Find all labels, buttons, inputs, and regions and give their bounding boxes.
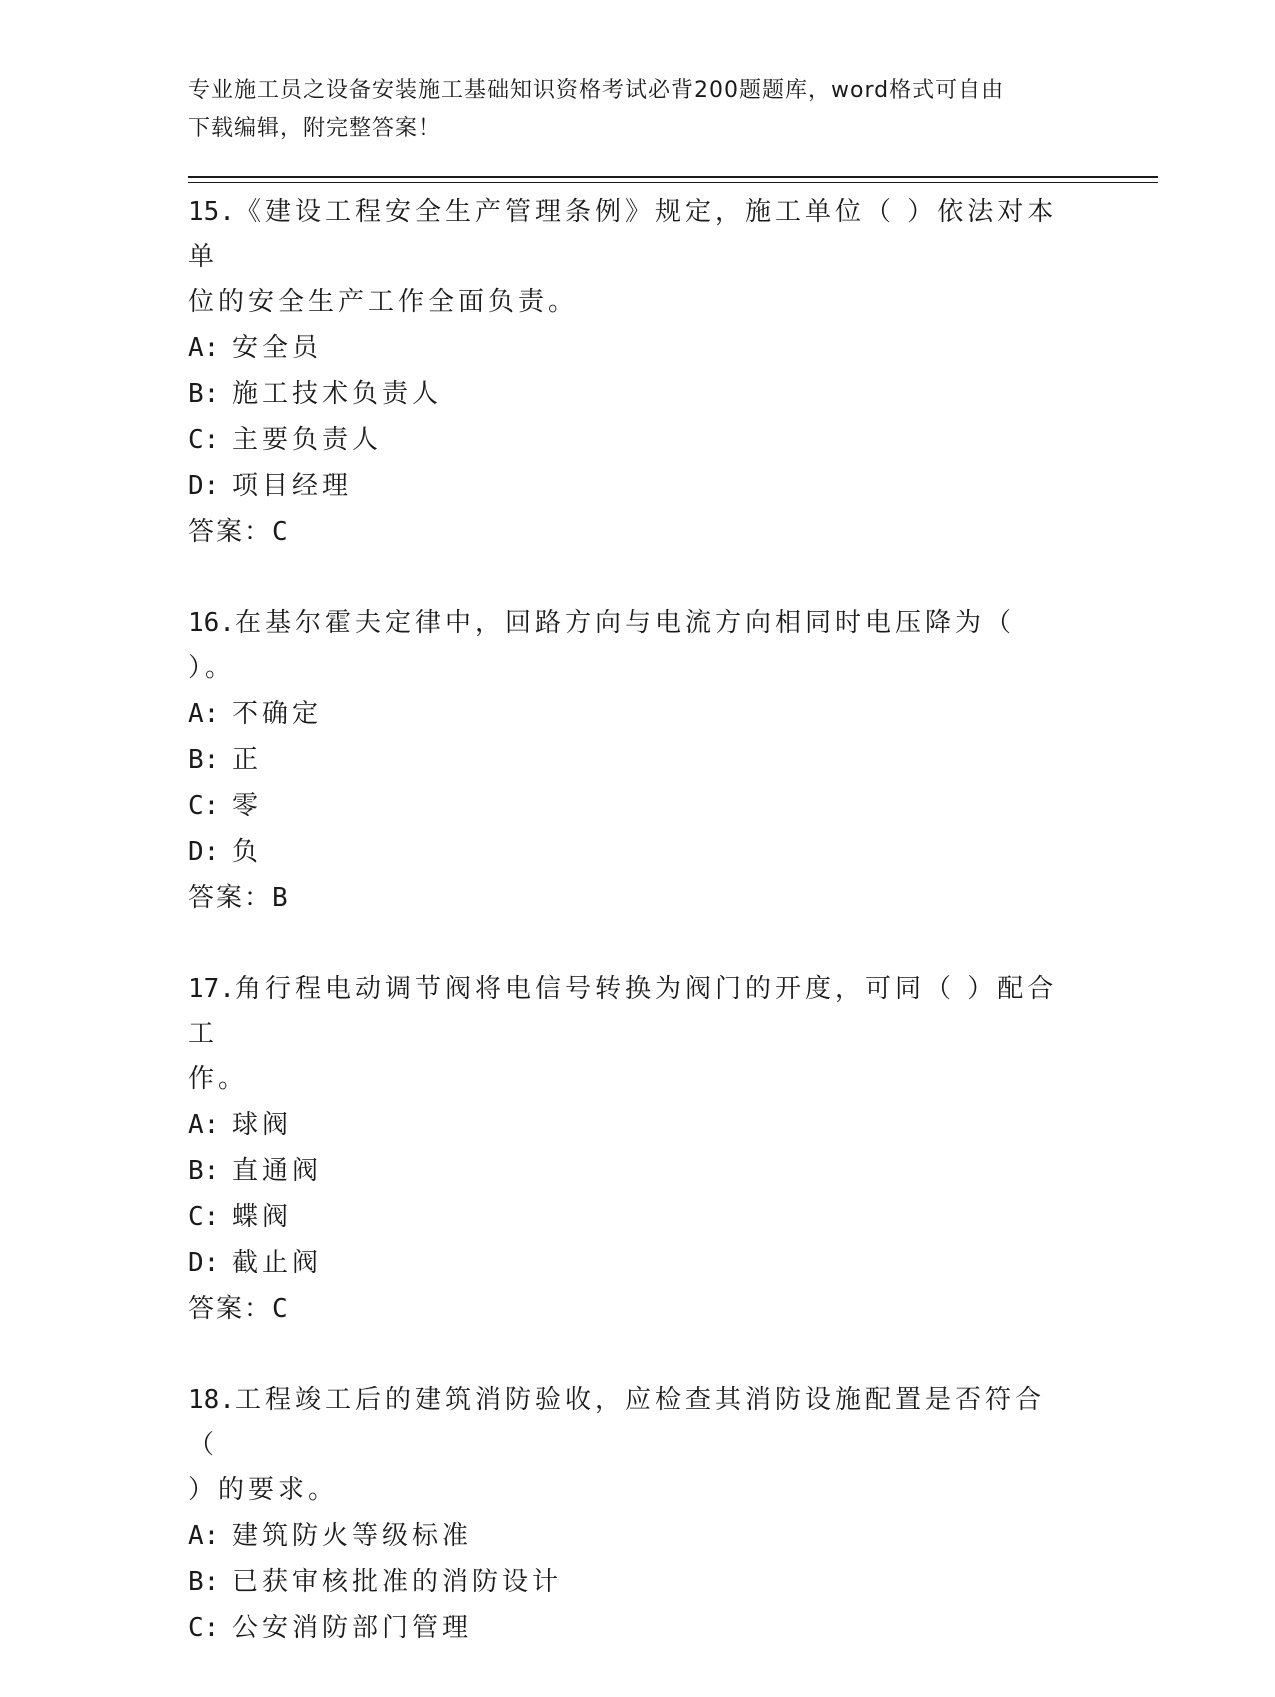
answer-label: 答案： bbox=[188, 517, 273, 547]
option-b bbox=[188, 1148, 1068, 1194]
option-text: 不确定 bbox=[232, 699, 323, 729]
option-a bbox=[188, 325, 1068, 371]
question-text-line-1: 工程竣工后的建筑消防验收，应检查其消防设施配置是否符合（ bbox=[188, 1385, 1045, 1460]
option-a bbox=[188, 1513, 1068, 1559]
document-header bbox=[188, 72, 1088, 148]
question-stem bbox=[188, 1378, 1068, 1468]
option-b bbox=[188, 371, 1068, 417]
option-text: 已获审核批准的消防设计 bbox=[232, 1567, 563, 1597]
option-d bbox=[188, 829, 1068, 875]
question-stem bbox=[188, 967, 1068, 1057]
option-letter: D: bbox=[188, 837, 220, 867]
option-b bbox=[188, 737, 1068, 783]
option-text: 施工技术负责人 bbox=[232, 379, 443, 409]
option-text: 截止阀 bbox=[232, 1248, 323, 1278]
option-letter: B: bbox=[188, 379, 220, 409]
option-c bbox=[188, 783, 1068, 829]
option-a bbox=[188, 1102, 1068, 1148]
question-16 bbox=[188, 601, 1068, 921]
answer-line bbox=[188, 509, 1068, 555]
question-18 bbox=[188, 1378, 1068, 1651]
header-title-line-2: 下载编辑，附完整答案！ bbox=[188, 116, 442, 141]
option-text: 直通阀 bbox=[232, 1156, 323, 1186]
option-d bbox=[188, 1240, 1068, 1286]
question-number: 18. bbox=[188, 1385, 235, 1415]
question-17 bbox=[188, 967, 1068, 1332]
option-a bbox=[188, 691, 1068, 737]
question-number: 17. bbox=[188, 974, 235, 1004]
question-number: 16. bbox=[188, 608, 235, 638]
option-text: 正 bbox=[232, 745, 263, 775]
option-letter: A: bbox=[188, 1110, 220, 1140]
option-b bbox=[188, 1559, 1068, 1605]
question-text-line-1: 角行程电动调节阀将电信号转换为阀门的开度，可同（ ）配合工 bbox=[188, 974, 1058, 1049]
option-text: 公安消防部门管理 bbox=[232, 1613, 473, 1643]
option-c bbox=[188, 1605, 1068, 1651]
answer-value: B bbox=[272, 883, 288, 913]
option-d bbox=[188, 463, 1068, 509]
answer-value: C bbox=[272, 1294, 288, 1324]
option-letter: B: bbox=[188, 1156, 220, 1186]
option-letter: A: bbox=[188, 1521, 220, 1551]
option-text: 建筑防火等级标准 bbox=[232, 1521, 473, 1551]
question-stem bbox=[188, 190, 1068, 280]
option-letter: C: bbox=[188, 425, 220, 455]
question-text-line-2: 位的安全生产工作全面负责。 bbox=[188, 287, 579, 317]
option-c bbox=[188, 417, 1068, 463]
option-text: 负 bbox=[232, 837, 263, 867]
question-text-line-1: 在基尔霍夫定律中，回路方向与电流方向相同时电压降为（ ）。 bbox=[188, 608, 1015, 683]
header-title-line-1: 专业施工员之设备安装施工基础知识资格考试必背200题题库，word格式可自由 bbox=[188, 78, 1005, 103]
option-letter: A: bbox=[188, 699, 220, 729]
question-list bbox=[188, 190, 1068, 1697]
option-letter: D: bbox=[188, 1248, 220, 1278]
answer-line bbox=[188, 1286, 1068, 1332]
header-divider-top bbox=[188, 176, 1158, 178]
option-letter: D: bbox=[188, 471, 220, 501]
option-text: 项目经理 bbox=[232, 471, 353, 501]
question-text-line-2: 作。 bbox=[188, 1064, 249, 1094]
question-number: 15. bbox=[188, 197, 235, 227]
question-stem bbox=[188, 601, 1068, 691]
option-text: 蝶阀 bbox=[232, 1202, 293, 1232]
option-letter: C: bbox=[188, 791, 220, 821]
question-text-line-1: 《建设工程安全生产管理条例》规定，施工单位（ ）依法对本单 bbox=[188, 197, 1058, 272]
option-text: 零 bbox=[232, 791, 263, 821]
answer-label: 答案： bbox=[188, 1294, 273, 1324]
question-text-line-2: ）的要求。 bbox=[188, 1475, 339, 1505]
answer-label: 答案： bbox=[188, 883, 273, 913]
option-letter: A: bbox=[188, 333, 220, 363]
option-letter: C: bbox=[188, 1613, 220, 1643]
option-text: 主要负责人 bbox=[232, 425, 383, 455]
option-text: 球阀 bbox=[232, 1110, 293, 1140]
option-letter: C: bbox=[188, 1202, 220, 1232]
option-text: 安全员 bbox=[232, 333, 323, 363]
option-c bbox=[188, 1194, 1068, 1240]
option-letter: B: bbox=[188, 745, 220, 775]
question-15 bbox=[188, 190, 1068, 555]
header-divider-bottom bbox=[188, 182, 1158, 183]
answer-line bbox=[188, 875, 1068, 921]
option-letter: B: bbox=[188, 1567, 220, 1597]
answer-value: C bbox=[272, 517, 288, 547]
